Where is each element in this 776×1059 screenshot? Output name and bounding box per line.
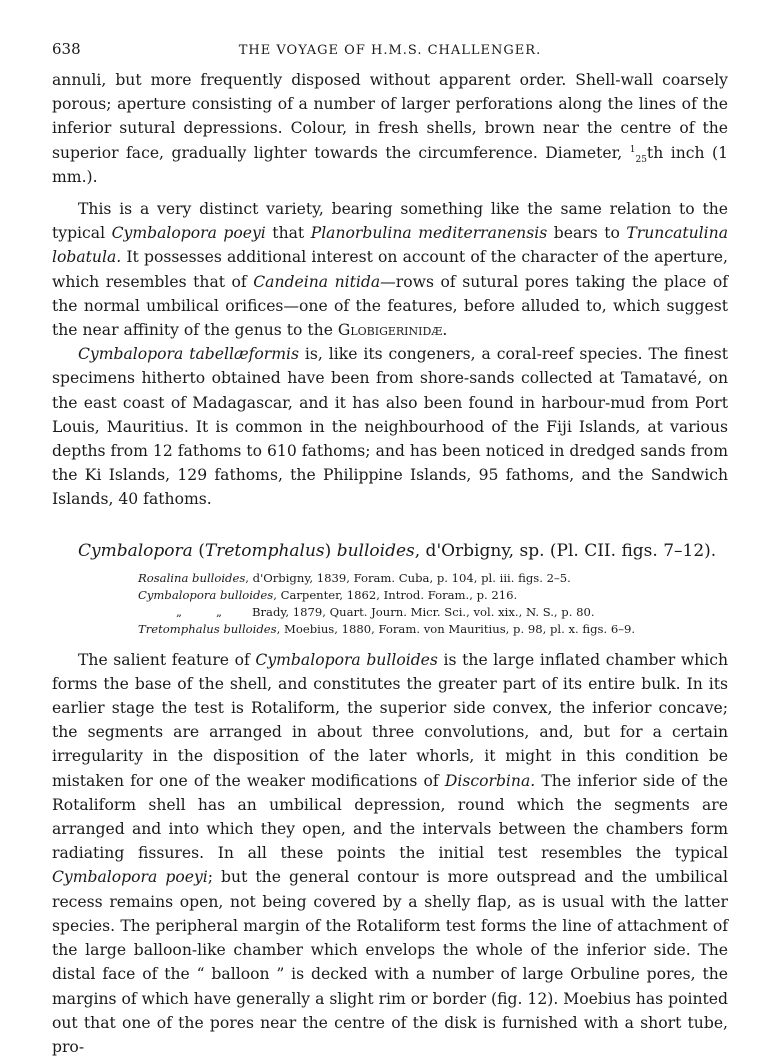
page-number: 638 [52,40,81,58]
paragraph-variety-remarks: This is a very distinct variety, bearing something like the same relation to the typical Cymbalopora poeyi that Planorbulina mediterranensis bears to Truncatulina lobatula. It possesses additional interest on account of the character of the aperture, which resembles that of Candeina nitida—rows of sutural pores taking the place of the normal umbilical orifices—one of the features, before alluded to, which suggest the near affinity of the genus to the Globigerinidæ. [52,200,728,340]
synonymy-list [138,570,728,638]
synonymy-entry: Rosalina bulloides, d'Orbigny, 1839, Foram. Cuba, p. 104, pl. iii. figs. 2–5. [138,570,571,585]
running-title: THE VOYAGE OF H.M.S. CHALLENGER. [238,43,542,58]
synonymy-entry: „ „ Brady, 1879, Quart. Journ. Micr. Sci., vol. xix., N. S., p. 80. [176,604,595,619]
paragraph-description: The salient feature of Cymbalopora bulloides is the large inflated chamber which forms the base of the shell, and constitutes the greater part of its entire bulk. In its earlier stage the test is Rotaliform, the superior side convex, the inferior concave; the segments are arranged in about three convolutions, and, but for a certain irregularity in the disposition of the later whorls, it might in this condition be mistaken for one of the weaker modifications of Discorbina. The inferior side of the Rotaliform shell has an umbilical depression, round which the segments are arranged and into which they open, and the intervals between the chambers form radiating fissures. In all these points the initial test resembles the typical Cymbalopora poeyi; but the general contour is more outspread and the umbilical recess remains open, not being covered by a shelly flap, as is usual with the latter species. The peripheral margin of the Rotaliform test forms the line of attachment of the large balloon-like chamber which envelops the whole of the inferior side. The distal face of the “ balloon ” is decked with a number of large Orbuline pores, the margins of which have generally a slight rim or border (fig. 12). Moebius has pointed out that one of the pores near the centre of the disk is furnished with a short tube, pro- [52,650,728,1056]
paragraph-distribution: Cymbalopora tabellæformis is, like its congeners, a coral-reef species. The finest specimens hitherto obtained have been from shore-sands collected at Tamatavé, on the east coast of Madagascar, and it has also been found in harbour-mud from Port Louis, Mauritius. It is common in the neighbourhood of the Fiji Islands, at various depths from 12 fathoms to 610 fathoms; and has been noticed in dredged sands from the Ki Islands, 129 fathoms, the Philippine Islands, 95 fathoms, and the Sandwich Islands, 40 fathoms. [52,345,728,509]
synonymy-entry: Tretomphalus bulloides, Moebius, 1880, Foram. von Mauritius, p. 98, pl. x. figs. 6–9. [138,621,636,636]
synonymy-entry: Cymbalopora bulloides, Carpenter, 1862, Introd. Foram., p. 216. [138,587,518,602]
fraction-denominator: 25 [635,154,647,165]
species-heading: Cymbalopora (Tretomphalus) bulloides, d'Orbigny, sp. (Pl. CII. figs. 7–12). [78,540,717,561]
running-header [52,40,728,68]
paragraph-description-continued: annuli, but more frequently disposed without apparent order. Shell-wall coarsely porous; aperture consisting of a number of larger perforations along the lines of the inferior sutural depressions. Colour, in fresh shells, brown near the centre of the superior face, gradually lighter towards the circumference. Diameter, $^1_{25}$th inch (1 mm.). [52,71,728,186]
fraction-numerator: 1 [629,144,636,155]
page [52,40,728,1059]
family-name: Globigerinidæ [337,321,443,340]
